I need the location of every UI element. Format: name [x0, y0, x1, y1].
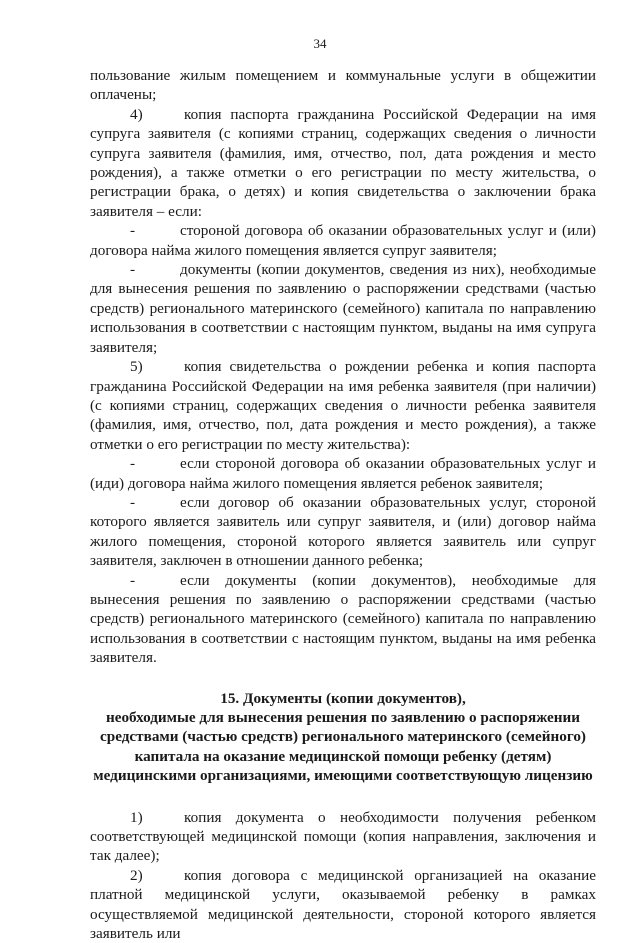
dash-marker: -: [130, 571, 136, 589]
item-text: копия документа о необходимости получения ребенком соответствующей медицинской помощи (копия направления, заключения и так далее);: [90, 808, 596, 865]
heading-line: капитала на оказание медицинской помощи ребенку (детям): [134, 747, 552, 765]
page-number: 34: [313, 36, 327, 51]
heading-line: необходимые для вынесения решения по заявлению о распоряжении: [105, 709, 581, 726]
item-text: копия паспорта гражданина Российской Федерации на имя супруга заявителя (с копиями страниц, содержащих сведения о личности супруга заявителя (фамилия, имя, отчество, пол, дата рождения и место рождения), а также отметки о его регистрации по месту жительства, о регистрации брака, о детях) и копия свидетельства о заключении брака заявителя – если:: [90, 105, 596, 220]
item-text: документы (копии документов, сведения из них), необходимые для вынесения решения по заявлению о распоряжении средствами (частью средств) регионального материнского (семейного) капитала по направлению использования в соответствии с настоящим пунктом, выданы на имя супруга заявителя;: [90, 261, 596, 356]
item-marker: 4): [130, 105, 143, 123]
item-marker: 5): [130, 358, 143, 376]
item-text: копия договора с медицинской организацией на оказание платной медицинской услуги, оказываемой ребенку в рамках осуществляемой медицинской деятельности, стороной которого является заявитель или: [90, 866, 596, 943]
item-text: копия свидетельства о рождении ребенка и копия паспорта гражданина Российской Федерации на имя ребенка заявителя (при наличии) (с копиями страниц, содержащих сведения о личности ребенка заявителя (фамилия, имя, отчество, пол, дата рождения и место рождения), а также отметки о его регистрации по месту жительства):: [90, 358, 596, 453]
item-text: стороной договора об оказании образовательных услуг и (или) договора найма жилого помещения является супруг заявителя;: [90, 222, 596, 259]
dash-item: [90, 454, 596, 493]
dash-marker: -: [130, 493, 136, 511]
numbered-item: [90, 808, 596, 866]
item-text: если договор об оказании образовательных услуг, стороной которого является заявитель или супруг заявителя, и (или) договор найма жилого помещения, стороной которого является заявитель или супруг заявителя, заключен в отношении данного ребенка;: [90, 493, 596, 570]
paragraph: пользование жилым помещением и коммунальные услуги в общежитии оплачены;: [90, 67, 596, 104]
dash-item: [90, 260, 596, 357]
document-body: [90, 66, 596, 943]
item-text: если документы (копии документов), необходимые для вынесения решения по заявлению о распоряжении средствами (частью средств) регионального материнского (семейного) капитала по направлению использования в соответствии с настоящим пунктом, выданы на имя ребенка заявителя.: [90, 571, 596, 667]
numbered-item: [90, 105, 596, 221]
section-heading: [90, 689, 596, 786]
item-marker: 2): [130, 866, 143, 884]
numbered-item: [90, 357, 596, 454]
dash-item: [90, 221, 596, 260]
numbered-item: [90, 866, 596, 943]
dash-marker: -: [130, 455, 136, 473]
dash-marker: -: [130, 222, 136, 240]
heading-line: средствами (частью средств) регионального материнского (семейного): [100, 728, 586, 746]
heading-line: 15. Документы (копии документов),: [220, 689, 466, 707]
item-marker: 1): [130, 808, 143, 826]
dash-marker: -: [130, 261, 136, 279]
item-text: если стороной договора об оказании образовательных услуг и (иди) договора найма жилого помещения является ребенок заявителя;: [90, 455, 596, 492]
dash-item: [90, 493, 596, 571]
heading-line: медицинскими организациями, имеющими соответствующую лицензию: [93, 767, 593, 785]
dash-item: [90, 571, 596, 668]
